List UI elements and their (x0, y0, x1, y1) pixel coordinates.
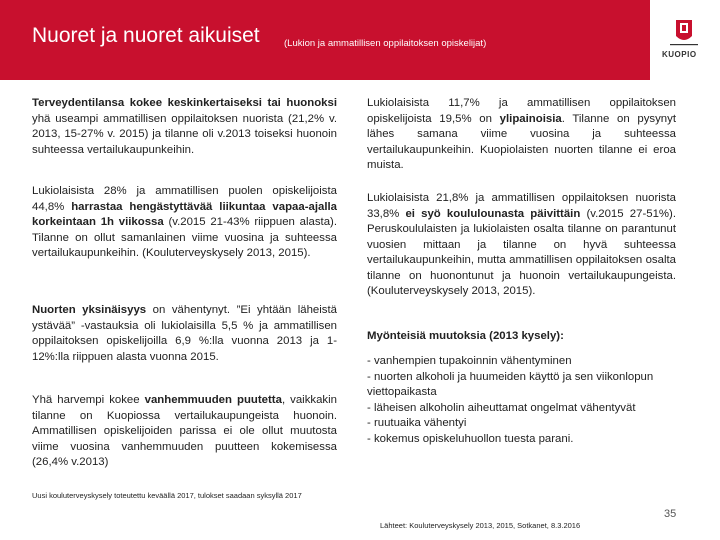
list-item: - nuorten alkoholi ja huumeiden käyttö ja sen viikonlopun viettopaikasta (367, 370, 654, 398)
title-bar (0, 0, 650, 80)
list-item: - ruutuaika vähentyi (367, 417, 467, 429)
parenthood-post: , vaikkakin tilanne on Kuopiossa vertailukaupungeista huonoin. Ammatillisen opiskelijoiden parissa ei ole ollut muutosta viime vuosina vanhemmuuden puutteen kokemisessa (26,4% v.2013) (32, 394, 337, 468)
positive-changes-heading (367, 329, 676, 345)
exercise-bold: harrastaa hengästyttävää liikuntaa vapaa-ajalla korkeintaan 1h viikossa (32, 200, 337, 228)
sources: Lähteet: Kouluterveyskysely 2013, 2015, Sotkanet, 8.3.2016 (380, 521, 581, 530)
header (0, 0, 720, 80)
left-paragraph-health (32, 96, 337, 158)
left-paragraph-parenthood (32, 393, 337, 471)
loneliness-text: on vähentynyt. ”Ei yhtään läheistä ystävää” -vastauksia oli lukiolaisilla 5,5 % ja ammatillisen oppilaitoksen opiskelijoilla 6,9 %:lla vuonna 2013 ja 1-12%:lla riippuen alasta vuonna 2015. (32, 304, 337, 363)
lunch-post: (v.2015 27-51%). Peruskoululaisten ja lukiolaisten osalta tilanne on parantunut vuosien mittaan ja tilanne on hyvä suhteessa vertailukaupunkeihin, mutta ammatillisen oppilaitoksen osalta tilanne on huonontunut ja huonoin vertailukaupungeista. (Kouluterveyskysely 2013, 2015). (367, 207, 676, 297)
positive-heading: Myönteisiä muutoksia (2013 kysely): (367, 330, 564, 342)
left-paragraph-loneliness (32, 303, 337, 365)
list-item: - läheisen alkoholin aiheuttamat ongelmat vähentyvät (367, 401, 636, 414)
positive-changes-list (367, 354, 676, 447)
overweight-bold: ylipainoisia (499, 112, 562, 125)
parenthood-bold: vanhemmuuden puutetta (144, 394, 282, 406)
exercise-pre: Lukiolaisista 28% ja ammatillisen puolen opiskelijoista 44,8% (32, 185, 337, 213)
lunch-bold: ei syö koululounasta päivittäin (405, 207, 581, 220)
lunch-pre: Lukiolaisista 21,8% ja ammatillisen oppilaitoksen nuorista 33,8% (367, 192, 676, 220)
page-subtitle: (Lukion ja ammatillisen oppilaitoksen opiskelijat) (284, 38, 487, 49)
page-number: 35 (664, 508, 677, 520)
health-text: yhä useampi ammatillisen oppilaitoksen nuorista (21,2% v. 2013, 15-27% v. 2015) ja tilanne oli v.2013 toiseksi huonoin suhteessa vertailukaupunkeihin. (32, 112, 337, 156)
right-paragraph-overweight (367, 96, 676, 174)
page-title: Nuoret ja nuoret aikuiset (32, 24, 260, 47)
overweight-post: . Tilanne on pysynyt lähes samana viime vuosina ja suhteessa vertailukaupunkeihin. Kuopiolaisten nuorten tilanne ei eroa muista. (367, 112, 676, 171)
left-paragraph-exercise (32, 184, 337, 262)
logo-text: KUOPIO (662, 50, 697, 59)
parenthood-pre: Yhä harvempi kokee (32, 394, 145, 406)
loneliness-bold: Nuorten yksinäisyys (32, 304, 147, 316)
list-item: - vanhempien tupakoinnin vähentyminen (367, 355, 572, 367)
exercise-post: (v.2015 21-43% riippuen alasta). Tilanne on ollut samanlainen viime vuosina ja suhteessa vertailukaupunkeihin. (Kouluterveyskysely 2013, 2015). (32, 216, 337, 259)
right-paragraph-lunch (367, 191, 676, 300)
health-bold: Terveydentilansa kokee keskinkertaiseksi tai huonoksi (32, 97, 337, 109)
overweight-pre: Lukiolaisista 11,7% ja ammatillisen oppilaitoksen opiskelijoista 19,5% on (367, 97, 676, 125)
footnote: Uusi kouluterveyskysely toteutettu keväällä 2017, tulokset saadaan syksyllä 2017 (32, 491, 302, 500)
list-item: - kokemus opiskeluhuollon tuesta parani. (367, 432, 574, 445)
